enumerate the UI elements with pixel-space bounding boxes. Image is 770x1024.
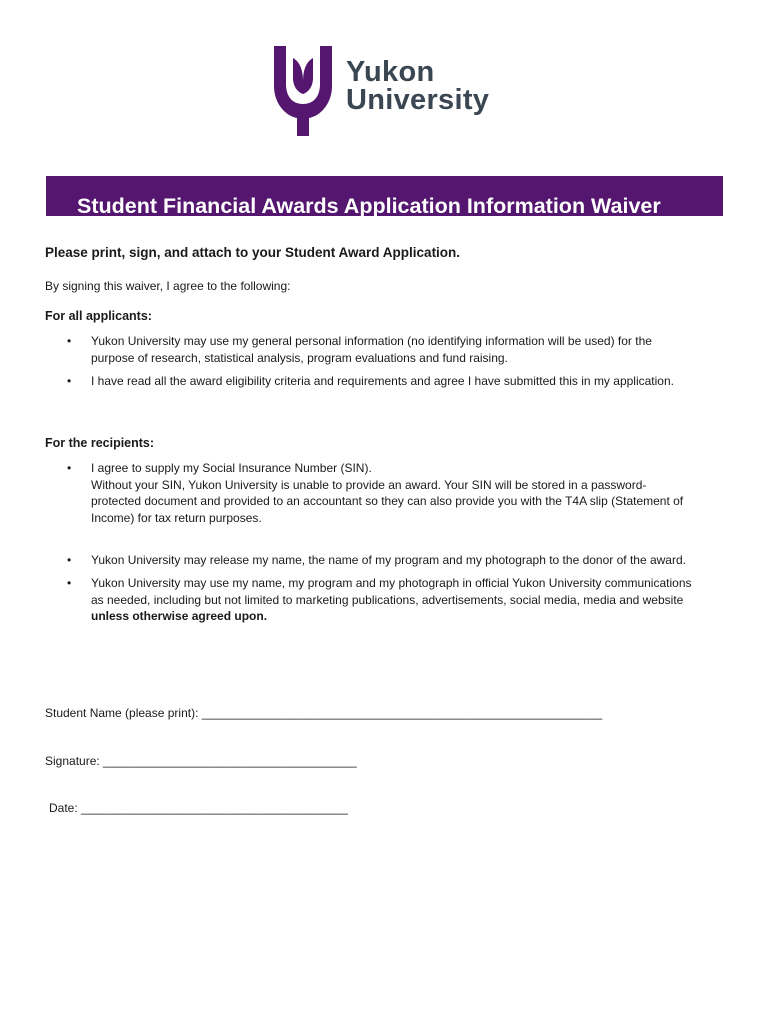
instruction-text: Please print, sign, and attach to your Student Award Application. xyxy=(45,245,461,260)
list-item-text: I have read all the award eligibility criteria and requirements and agree I have submitted this in my application. xyxy=(91,374,674,388)
logo-line-1: Yukon xyxy=(346,56,435,88)
list-item-text: Yukon University may release my name, the name of my program and my photograph to the donor of the award. xyxy=(91,553,686,567)
recipients-heading: For the recipients: xyxy=(45,436,155,450)
title-banner xyxy=(46,176,723,216)
agree-text: By signing this waiver, I agree to the following: xyxy=(45,279,291,293)
emphasis-text: unless otherwise agreed upon. xyxy=(91,609,268,623)
student-name-field[interactable]: Student Name (please print): ____________________________________________________________ xyxy=(45,706,603,720)
all-applicants-heading: For all applicants: xyxy=(45,309,152,323)
list-item-text-main: Yukon University may use my name, my program and my photograph in official Yukon University communications as needed, including but not limited to marketing publications, advertisements, social media, media and website xyxy=(91,576,692,607)
list-item-text: Yukon University may use my general personal information (no identifying information will be used) for the purpose of research, statistical analysis, program evaluations and fund raising. xyxy=(91,334,652,365)
bullet-icon: • xyxy=(67,576,72,590)
bullet-icon: • xyxy=(67,461,72,475)
signature-field[interactable]: Signature: ______________________________________ xyxy=(45,754,357,768)
logo-line-2: University xyxy=(346,84,490,116)
bullet-icon: • xyxy=(67,553,72,567)
list-item-text xyxy=(91,575,726,625)
bullet-icon: • xyxy=(67,334,72,348)
page-title: Student Financial Awards Application Information Waiver xyxy=(77,194,661,218)
bullet-icon: • xyxy=(67,374,72,388)
yukon-leaf-logo-icon xyxy=(272,44,334,138)
list-item-text: I agree to supply my Social Insurance Number (SIN). Without your SIN, Yukon University is unable to provide an award. Your SIN will be stored in a password- protected document and provided to an accountant so they can also provide you with the T4A slip (Statement of Income) for tax return purposes. xyxy=(91,461,684,525)
logo-wordmark xyxy=(346,58,489,114)
yukon-university-logo xyxy=(272,44,502,138)
date-field[interactable]: Date: ________________________________________ xyxy=(49,801,348,815)
